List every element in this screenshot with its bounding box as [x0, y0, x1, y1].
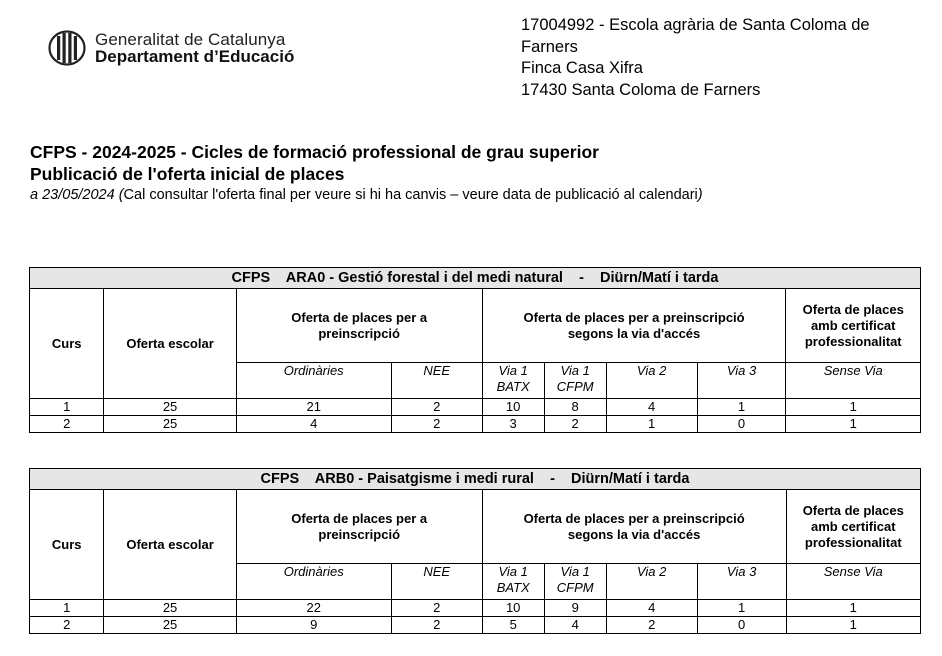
col-sense-via: Sense Via	[786, 363, 921, 399]
col-ordinaries: Ordinàries	[236, 564, 391, 600]
col-via1-cfpm: Via 1 CFPM	[544, 564, 606, 600]
cell-via1-batx: 5	[482, 617, 544, 634]
cell-via2: 4	[606, 399, 697, 416]
table-caption: CFPS ARB0 - Paisatgisme i medi rural - Diürn/Matí i tarda	[30, 469, 921, 490]
col-via3: Via 3	[697, 363, 786, 399]
col-nee: NEE	[391, 564, 482, 600]
school-code: 17004992	[521, 16, 595, 34]
cell-via3: 1	[697, 399, 786, 416]
col-via1-batx: Via 1 BATX	[482, 363, 544, 399]
table-row	[30, 617, 921, 634]
cell-sense-via: 1	[786, 416, 921, 433]
col-preinscripcio: Oferta de places per a preinscripció	[236, 490, 482, 564]
col-oferta-escolar: Oferta escolar	[104, 490, 236, 600]
generalitat-emblem-icon	[48, 30, 86, 66]
publication-note	[30, 185, 910, 205]
col-oferta-escolar: Oferta escolar	[104, 289, 236, 399]
generalitat-logo	[48, 30, 294, 66]
cell-oferta: 25	[104, 399, 236, 416]
cell-via3: 1	[697, 600, 786, 617]
publication-date: a 23/05/2024	[30, 187, 115, 203]
cell-via1-cfpm: 4	[544, 617, 606, 634]
note-open: (	[114, 187, 124, 203]
note-close: )	[697, 187, 703, 203]
table-row	[30, 600, 921, 617]
note-text: Cal consultar l'oferta final per veure si hi ha canvis – veure data de publicació al calendari	[123, 187, 698, 203]
school-name: - Escola agrària de Santa Coloma de Farners	[521, 16, 870, 56]
cell-curs: 2	[30, 617, 104, 634]
cell-ordinaries: 4	[236, 416, 391, 433]
cell-via1-cfpm: 9	[544, 600, 606, 617]
cell-nee: 2	[391, 416, 482, 433]
cell-via2: 2	[606, 617, 697, 634]
school-info	[521, 15, 921, 101]
cell-nee: 2	[391, 617, 482, 634]
cell-sense-via: 1	[786, 617, 920, 634]
col-via2: Via 2	[606, 363, 697, 399]
cell-via1-cfpm: 2	[544, 416, 606, 433]
logo-line1: Generalitat de Catalunya	[95, 30, 286, 49]
col-sense-via: Sense Via	[786, 564, 920, 600]
col-via-acces: Oferta de places per a preinscripció segons la via d'accés	[482, 289, 786, 363]
cell-via2: 1	[606, 416, 697, 433]
address-line2: 17430 Santa Coloma de Farners	[521, 80, 761, 99]
col-certificat: Oferta de places amb certificat professionalitat	[786, 289, 921, 363]
page-title: CFPS - 2024-2025 - Cicles de formació professional de grau superior	[30, 142, 599, 162]
col-curs: Curs	[30, 490, 104, 600]
cell-oferta: 25	[104, 416, 236, 433]
col-preinscripcio: Oferta de places per a preinscripció	[236, 289, 482, 363]
table-row	[30, 416, 921, 433]
cell-via1-cfpm: 8	[544, 399, 606, 416]
offer-table-ara0	[29, 267, 921, 433]
logo-line2: Departament d’Educació	[95, 47, 295, 66]
col-via1-cfpm: Via 1 CFPM	[544, 363, 606, 399]
table-caption: CFPS ARA0 - Gestió forestal i del medi natural - Diürn/Matí i tarda	[30, 268, 921, 289]
cell-ordinaries: 21	[236, 399, 391, 416]
cell-curs: 1	[30, 399, 104, 416]
cell-sense-via: 1	[786, 399, 921, 416]
col-curs: Curs	[30, 289, 104, 399]
col-via3: Via 3	[697, 564, 786, 600]
col-via2: Via 2	[606, 564, 697, 600]
offer-table-arb0	[29, 468, 921, 634]
cell-via3: 0	[697, 617, 786, 634]
cell-via2: 4	[606, 600, 697, 617]
address-line1: Finca Casa Xifra	[521, 59, 643, 77]
cell-via1-batx: 3	[482, 416, 544, 433]
cell-ordinaries: 9	[236, 617, 391, 634]
col-nee: NEE	[391, 363, 482, 399]
cell-ordinaries: 22	[236, 600, 391, 617]
school-name-line	[521, 15, 921, 58]
cell-nee: 2	[391, 600, 482, 617]
cell-nee: 2	[391, 399, 482, 416]
cell-oferta: 25	[104, 600, 236, 617]
col-certificat: Oferta de places amb certificat professionalitat	[786, 490, 920, 564]
cell-sense-via: 1	[786, 600, 920, 617]
cell-via3: 0	[697, 416, 786, 433]
cell-oferta: 25	[104, 617, 236, 634]
cell-curs: 1	[30, 600, 104, 617]
cell-via1-batx: 10	[482, 600, 544, 617]
col-via1-batx: Via 1 BATX	[482, 564, 544, 600]
table-row	[30, 399, 921, 416]
page-subtitle: Publicació de l'oferta inicial de places	[30, 164, 345, 184]
col-ordinaries: Ordinàries	[236, 363, 391, 399]
col-via-acces: Oferta de places per a preinscripció segons la via d'accés	[482, 490, 786, 564]
cell-via1-batx: 10	[482, 399, 544, 416]
document-titles	[30, 141, 910, 205]
cell-curs: 2	[30, 416, 104, 433]
